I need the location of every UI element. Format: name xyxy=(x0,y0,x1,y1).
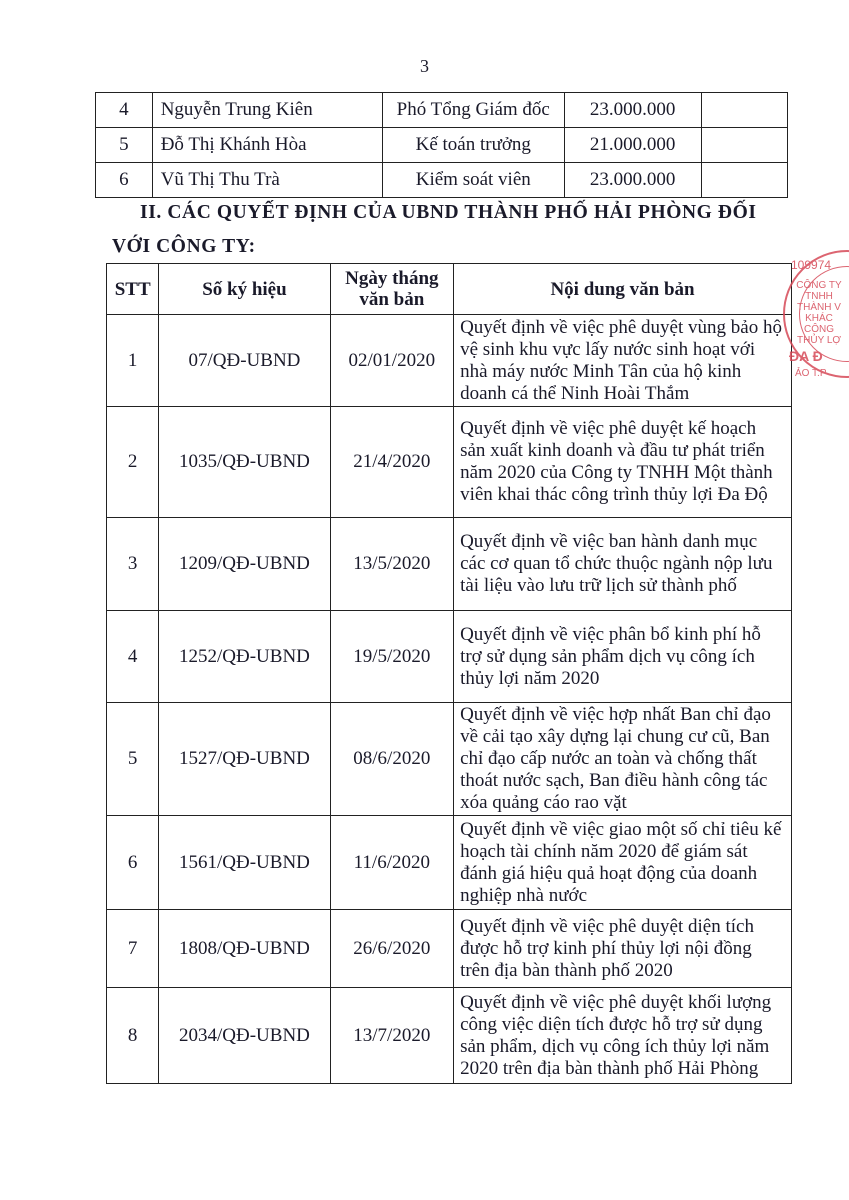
empty-cell xyxy=(701,128,787,163)
salary-amount: 23.000.000 xyxy=(564,93,701,128)
table-row xyxy=(96,163,788,198)
header-date xyxy=(330,264,454,315)
decision-content: Quyết định về việc phê duyệt khối lượng công việc diện tích được hỗ trợ sử dụng sản phẩm, dịch vụ công ích thủy lợi năm 2020 trên địa bàn thành phố Hải Phòng xyxy=(454,988,792,1084)
seal-bottom-text: ẢO T.P xyxy=(795,368,827,379)
decision-date: 13/5/2020 xyxy=(330,518,454,611)
table-row xyxy=(107,315,792,407)
decision-code: 1527/QĐ-UBND xyxy=(159,703,330,816)
empty-cell xyxy=(701,163,787,198)
decision-date: 21/4/2020 xyxy=(330,407,454,518)
decision-stt: 4 xyxy=(107,611,159,703)
table-row xyxy=(96,128,788,163)
decision-date: 13/7/2020 xyxy=(330,988,454,1084)
table-row xyxy=(107,611,792,703)
table-row xyxy=(107,988,792,1084)
decision-content: Quyết định về việc ban hành danh mục các cơ quan tổ chức thuộc ngành nộp lưu tài liệu vào lưu trữ lịch sử thành phố xyxy=(454,518,792,611)
decision-date: 11/6/2020 xyxy=(330,816,454,910)
decision-code: 1035/QĐ-UBND xyxy=(159,407,330,518)
header-date-line-2: văn bản xyxy=(359,289,425,310)
header-content: Nội dung văn bản xyxy=(454,264,792,315)
table-header-row xyxy=(107,264,792,315)
decision-code: 1209/QĐ-UBND xyxy=(159,518,330,611)
header-code: Số ký hiệu xyxy=(159,264,330,315)
table-row xyxy=(96,93,788,128)
table-row xyxy=(107,910,792,988)
seal-number: 109974 xyxy=(791,258,832,272)
decision-stt: 1 xyxy=(107,315,159,407)
person-role: Phó Tổng Giám đốc xyxy=(382,93,564,128)
row-number: 4 xyxy=(96,93,153,128)
decision-stt: 5 xyxy=(107,703,159,816)
person-role: Kiểm soát viên xyxy=(382,163,564,198)
decision-date: 19/5/2020 xyxy=(330,611,454,703)
table-row xyxy=(107,407,792,518)
decision-stt: 2 xyxy=(107,407,159,518)
decision-stt: 6 xyxy=(107,816,159,910)
decision-content: Quyết định về việc phê duyệt vùng bảo hộ vệ sinh khu vực lấy nước sinh hoạt với nhà máy nước Minh Tân của hộ kinh doanh cá thể Ninh Hoài Thắm xyxy=(454,315,792,407)
header-date-line-1: Ngày tháng xyxy=(345,268,439,289)
salary-table xyxy=(95,92,788,198)
salary-amount: 21.000.000 xyxy=(564,128,701,163)
decision-content: Quyết định về việc phê duyệt diện tích được hỗ trợ kinh phí thủy lợi nội đồng trên địa bàn thành phố 2020 xyxy=(454,910,792,988)
decision-table xyxy=(106,263,792,1084)
seal-name: ĐA Đ xyxy=(789,348,823,364)
decision-content: Quyết định về việc phê duyệt kế hoạch sản xuất kinh doanh và đầu tư phát triển năm 2020 của Công ty TNHH Một thành viên khai thác công trình thủy lợi Đa Độ xyxy=(454,407,792,518)
decision-content: Quyết định về việc phân bổ kinh phí hỗ trợ sử dụng sản phẩm dịch vụ công ích thủy lợi năm 2020 xyxy=(454,611,792,703)
seal-company-text: CÔNG TY TNHH THÀNH V KHÁC CÔNG THỦY LỢ xyxy=(796,280,842,346)
person-name: Đỗ Thị Khánh Hòa xyxy=(152,128,382,163)
decision-code: 2034/QĐ-UBND xyxy=(159,988,330,1084)
section-heading: II. CÁC QUYẾT ĐỊNH CỦA UBND THÀNH PHỐ HẢI PHÒNG ĐỐI xyxy=(140,202,757,223)
decision-code: 1252/QĐ-UBND xyxy=(159,611,330,703)
decision-stt: 7 xyxy=(107,910,159,988)
table-row xyxy=(107,703,792,816)
row-number: 6 xyxy=(96,163,153,198)
row-number: 5 xyxy=(96,128,153,163)
decision-date: 08/6/2020 xyxy=(330,703,454,816)
decision-stt: 8 xyxy=(107,988,159,1084)
decision-content: Quyết định về việc hợp nhất Ban chỉ đạo về cải tạo xây dựng lại chung cư cũ, Ban chỉ đạo cấp nước an toàn và chống thất thoát nước sạch, Ban điều hành công tác xóa quảng cáo rao vặt xyxy=(454,703,792,816)
decision-code: 1808/QĐ-UBND xyxy=(159,910,330,988)
table-row xyxy=(107,518,792,611)
person-role: Kế toán trưởng xyxy=(382,128,564,163)
table-row xyxy=(107,816,792,910)
person-name: Vũ Thị Thu Trà xyxy=(152,163,382,198)
decision-content: Quyết định về việc giao một số chỉ tiêu kế hoạch tài chính năm 2020 để giám sát đánh giá hiệu quả hoạt động của doanh nghiệp nhà nước xyxy=(454,816,792,910)
company-seal xyxy=(783,250,849,378)
person-name: Nguyễn Trung Kiên xyxy=(152,93,382,128)
header-stt: STT xyxy=(107,264,159,315)
decision-date: 26/6/2020 xyxy=(330,910,454,988)
decision-code: 1561/QĐ-UBND xyxy=(159,816,330,910)
empty-cell xyxy=(701,93,787,128)
page-number: 3 xyxy=(420,56,429,76)
section-heading-cont: VỚI CÔNG TY: xyxy=(112,236,256,257)
decision-stt: 3 xyxy=(107,518,159,611)
decision-code: 07/QĐ-UBND xyxy=(159,315,330,407)
decision-date: 02/01/2020 xyxy=(330,315,454,407)
salary-amount: 23.000.000 xyxy=(564,163,701,198)
